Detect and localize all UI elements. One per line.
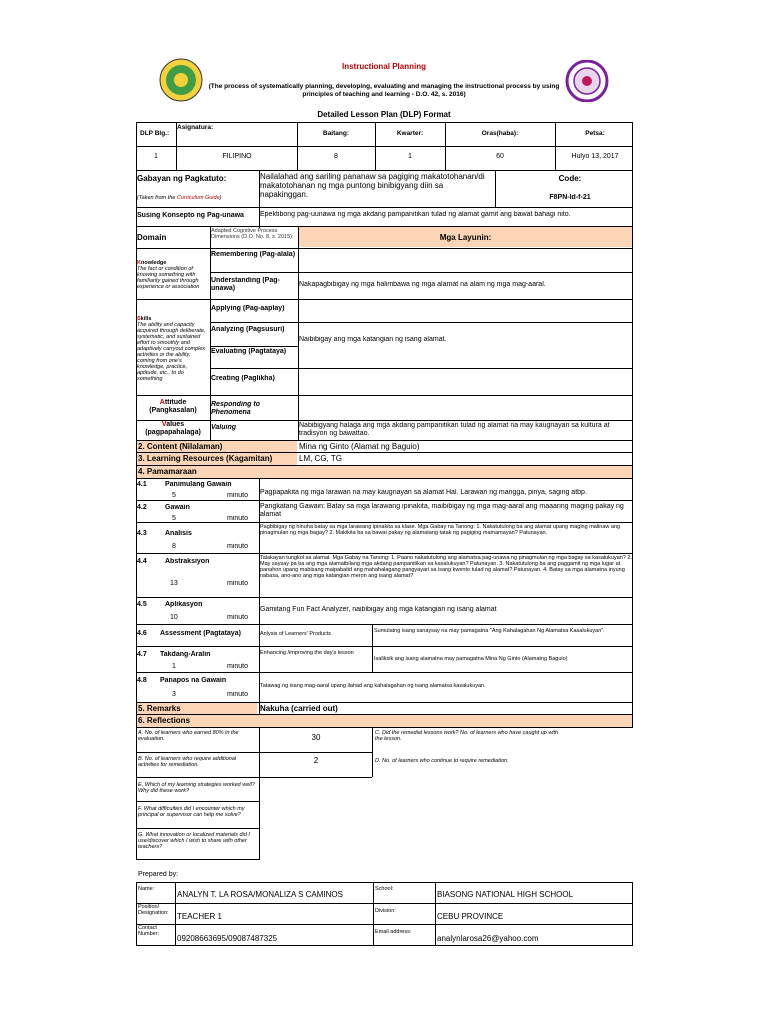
reflection-c: C. Did the remedial lessons work? No. of learners who have caught up with the lesson. <box>375 730 559 742</box>
division-label: Division: <box>375 908 396 914</box>
step-mins: 1 <box>172 663 176 670</box>
step-text: Pagbibigay ng hinuha batay sa mga larawang ipinakita sa klase. Mga Gabay na Tanong: 1. Nakatutulong ba ang alamat upang maging malinaw ang pinagmulan ng mga bagay? 2. Makikita ba sa bawat pakay ng alamatang tatak ng pagiging mamamayan? Patunayan. <box>260 524 621 536</box>
step-num: 4.8 <box>137 677 147 684</box>
position-value: TEACHER 1 <box>177 912 222 921</box>
gabayan-text: Nailalahad ang sariling pananaw sa pagiging makatotohanan/di makatotohanan ng mga puntong binibigyang diin sa napakinggan. <box>260 172 485 199</box>
step-text: Talakayan tungkol sa alamat. Mga Gabay na Tanong: 1. Paano nakatutulong ang alamatsa pag-unawa ng pinagmulan ng mga bagay sa kasalukuyan? 2. May saysay pa ba ang mga alamatbilang mga akdang pampanitikan sa kasalukuyan? Patunayan. 3. Nakatutulong ba ang paggamit ng mga lugar at panahon upang mabisang maipabatid ang mahahalagang pangyayari sa isang kwento tulad ng alamat? Patunayan. 4. Batay sa mga alamatna inyung nabasa, ano-ano ang mga katangian meron ang isang alamat? <box>260 555 633 579</box>
step-mins: 13 <box>170 580 178 587</box>
step-unit: minuto <box>227 492 249 499</box>
oras-value: 60 <box>496 153 504 160</box>
step-mins: 5 <box>172 492 176 499</box>
reflection-a-value: 30 <box>311 733 321 742</box>
asignatura-value: FILIPINO <box>222 153 252 160</box>
reflections-label: 6. Reflections <box>138 716 191 725</box>
step-text: Pagpapakita ng mga larawan na may kaugnayan sa alamat Hal. Larawan ng mangga, pinya, saging atbp. <box>260 489 587 496</box>
step-mins: 10 <box>170 614 178 621</box>
step-name: Panapos na Gawain <box>160 677 227 684</box>
attitude-label: Attitude (Pangkasalan) <box>149 399 197 414</box>
step-name: Panimulang Gawain <box>165 481 232 488</box>
domain-header: Domain <box>137 233 167 242</box>
header-subtitle: (The process of systematically planning, developing, evaluating and managing the instructional process by using principles of teaching and learning - D.O. 42, s. 2016) <box>208 83 560 98</box>
division-value: CEBU PROVINCE <box>437 912 504 921</box>
values-objective: Nabibigyang halaga ang mga akdang pampanitikan tulad ng alamat na may kaugnayan sa kultura at tradisyon ng bawattao. <box>299 422 610 437</box>
reflection-b-value: 2 <box>313 756 319 765</box>
dlp-format-title: Detailed Lesson Plan (DLP) Format <box>317 110 451 119</box>
step-num: 4.4 <box>137 558 147 565</box>
understanding-objective: Nakapagbibigay ng mga halimbawa ng mga alamat na alam ng mga mag-aaral. <box>299 281 546 288</box>
email-value: analynlarosa26@yahoo.com <box>437 934 539 943</box>
step-name: Aplikasyon <box>165 601 203 608</box>
dlp-value: 1 <box>154 153 158 160</box>
school-label: School: <box>375 886 394 892</box>
step-mid: Anlysis of Learners' Products <box>260 631 332 637</box>
school-value: BIASONG NATIONAL HIGH SCHOOL <box>437 890 574 899</box>
baitang-value: 8 <box>334 153 338 160</box>
adapted-header: Adapted Cognitive Process Dimensions (D.O. No. 8, s. 2015) <box>211 228 293 240</box>
evaluating: Evaluating (Pagtataya) <box>211 348 287 355</box>
content-value: Mina ng Ginto (Alamat ng Baguio) <box>299 442 420 451</box>
contact-value: 09208663695/09087487325 <box>177 934 278 943</box>
step-mins: 3 <box>172 691 176 698</box>
reflection-e: E. Which of my learning strategies worked well? Why did these work? <box>138 782 255 794</box>
remembering: Remembering (Pag-alala) <box>211 251 296 258</box>
step-num: 4.5 <box>137 601 147 608</box>
step-unit: minuto <box>227 663 249 670</box>
analyzing-objective: Naibibigay ang mga katangian ng isang alamat. <box>299 336 447 343</box>
skills-label: Skills <box>137 316 152 322</box>
step-mins: 8 <box>172 543 176 550</box>
step-num: 4.6 <box>137 630 147 637</box>
reflection-d: D. No. of learners who continue to require remediation. <box>375 758 509 764</box>
step-name: Assessment (Pagtataya) <box>160 630 241 637</box>
code-value: F8PN-Id-f-21 <box>549 194 591 201</box>
name-label: Name: <box>138 886 155 892</box>
contact-label: Contact Number: <box>138 925 160 937</box>
susing-text: Epektibong pag-uunawa ng mga akdang pampanitikan tulad ng alamat gamit ang bawat bahagi nito. <box>260 211 571 218</box>
code-label: Code: <box>558 174 582 183</box>
step-unit: minuto <box>227 543 249 550</box>
step-unit: minuto <box>227 515 249 522</box>
step-text: Sumulatng isang sanaysay na may pamagatna "Ang Kahalagahan Ng Alamatsa Kasalukuyan". <box>374 628 605 634</box>
step-mid: Enhancing /improving the day's lesson <box>260 650 354 656</box>
step-name: Analisis <box>165 530 192 537</box>
step-name: Abstraksiyon <box>165 558 210 565</box>
resources-value: LM, CG, TG <box>299 454 342 463</box>
name-value: ANALYN T. LA ROSA/MONALIZA S CAMINOS <box>177 890 343 899</box>
values-label: Values (pagpapahalaga) <box>145 421 201 436</box>
remarks-label: 5. Remarks <box>138 704 181 713</box>
values-process: Valuing <box>211 424 237 431</box>
dlp-label: DLP Blg.: <box>140 130 170 137</box>
creating: Creating (Paglikha) <box>211 375 275 382</box>
reflection-f: F. What difficulties did I encounter which my principal or supervisor can help me solve? <box>138 806 245 818</box>
header-title: Instructional Planning <box>341 62 426 71</box>
step-text: Isaliksik ang isang alamatna may pamagatna Mina Ng Ginto (Alamatng Baguio) <box>374 656 568 662</box>
understanding: Understanding (Pag-unawa) <box>211 277 280 292</box>
step-num: 4.7 <box>137 651 147 658</box>
gabayan-label: Gabayan ng Pagkatuto: <box>137 174 227 183</box>
step-num: 4.3 <box>137 530 147 537</box>
remarks-value: Nakuha (carried out) <box>260 704 338 713</box>
reflection-g: G. What innovation or localized materials did I use/discover which I wish to share with other teachers? <box>138 832 250 850</box>
knowledge-label: Knowledge <box>137 260 167 266</box>
petsa-value: Hulyo 13, 2017 <box>571 153 619 160</box>
baitang-label: Baitang: <box>323 130 349 137</box>
step-name: Takdang-Aralin <box>160 651 211 658</box>
petsa-label: Petsa: <box>585 130 605 137</box>
step-text: Gamitang Fun Fact Analyzer, naibibigay ang mga katangian ng isang alamat <box>260 606 497 613</box>
oras-label: Oras(haba): <box>481 130 519 137</box>
knowledge-desc: The fact or condition of knowing something with familiarity gained through experience or association <box>137 266 200 290</box>
kwarter-label: Kwarter: <box>396 130 424 137</box>
susing-label: Susing Konsepto ng Pag-unawa <box>137 212 244 219</box>
attitude-process: Responding to Phenomena <box>211 401 260 416</box>
skills-desc: The ability and capacity acquired through deliberate, systematic, and sustained effort to smoothly and adaptively carryout complex activities or the ability, coming from one's knowledge, practice, aptitude, etc., to do something <box>137 322 206 382</box>
position-label: Position/ Designation: <box>138 904 169 916</box>
step-num: 4.2 <box>137 504 147 511</box>
resources-label: 3. Learning Resources (Kagamitan) <box>138 454 273 463</box>
step-num: 4.1 <box>137 481 147 488</box>
step-text: Tatawag ng isang mag-aaral upang ilahad ang kahalagahan ng isang alamatsa kasalukuyan. <box>260 683 486 689</box>
pamamaraan-label: 4. Pamamaraan <box>138 467 197 476</box>
analyzing: Analyzing (Pagsusuri) <box>211 326 285 333</box>
asignatura-label: Asignatura: <box>177 124 214 131</box>
step-name: Gawain <box>165 504 190 511</box>
prepared-by-label: Prepared by: <box>138 871 179 878</box>
applying: Applying (Pag-aaplay) <box>211 305 285 312</box>
step-unit: minuto <box>227 614 249 621</box>
step-mins: 5 <box>172 515 176 522</box>
email-label: Email address: <box>375 929 412 935</box>
reflection-b: B. No. of learners who require additional activities for remediation. <box>138 756 237 768</box>
content-label: 2. Content (Nilalaman) <box>138 442 223 451</box>
step-text: Pangkatang Gawain: Batay sa mga larawang ipinakita, maibibigay ng mga mag-aaral ang maaaring maging pakay ng alamat <box>260 503 624 518</box>
layunin-header: Mga Layunin: <box>439 233 492 242</box>
kwarter-value: 1 <box>408 153 412 160</box>
step-unit: minuto <box>227 580 249 587</box>
reflection-a: A. No. of learners who earned 80% in the evaluation. <box>138 730 239 742</box>
step-unit: minuto <box>227 691 249 698</box>
gabayan-note: (Taken from the Curriculum Guide) <box>137 195 222 201</box>
